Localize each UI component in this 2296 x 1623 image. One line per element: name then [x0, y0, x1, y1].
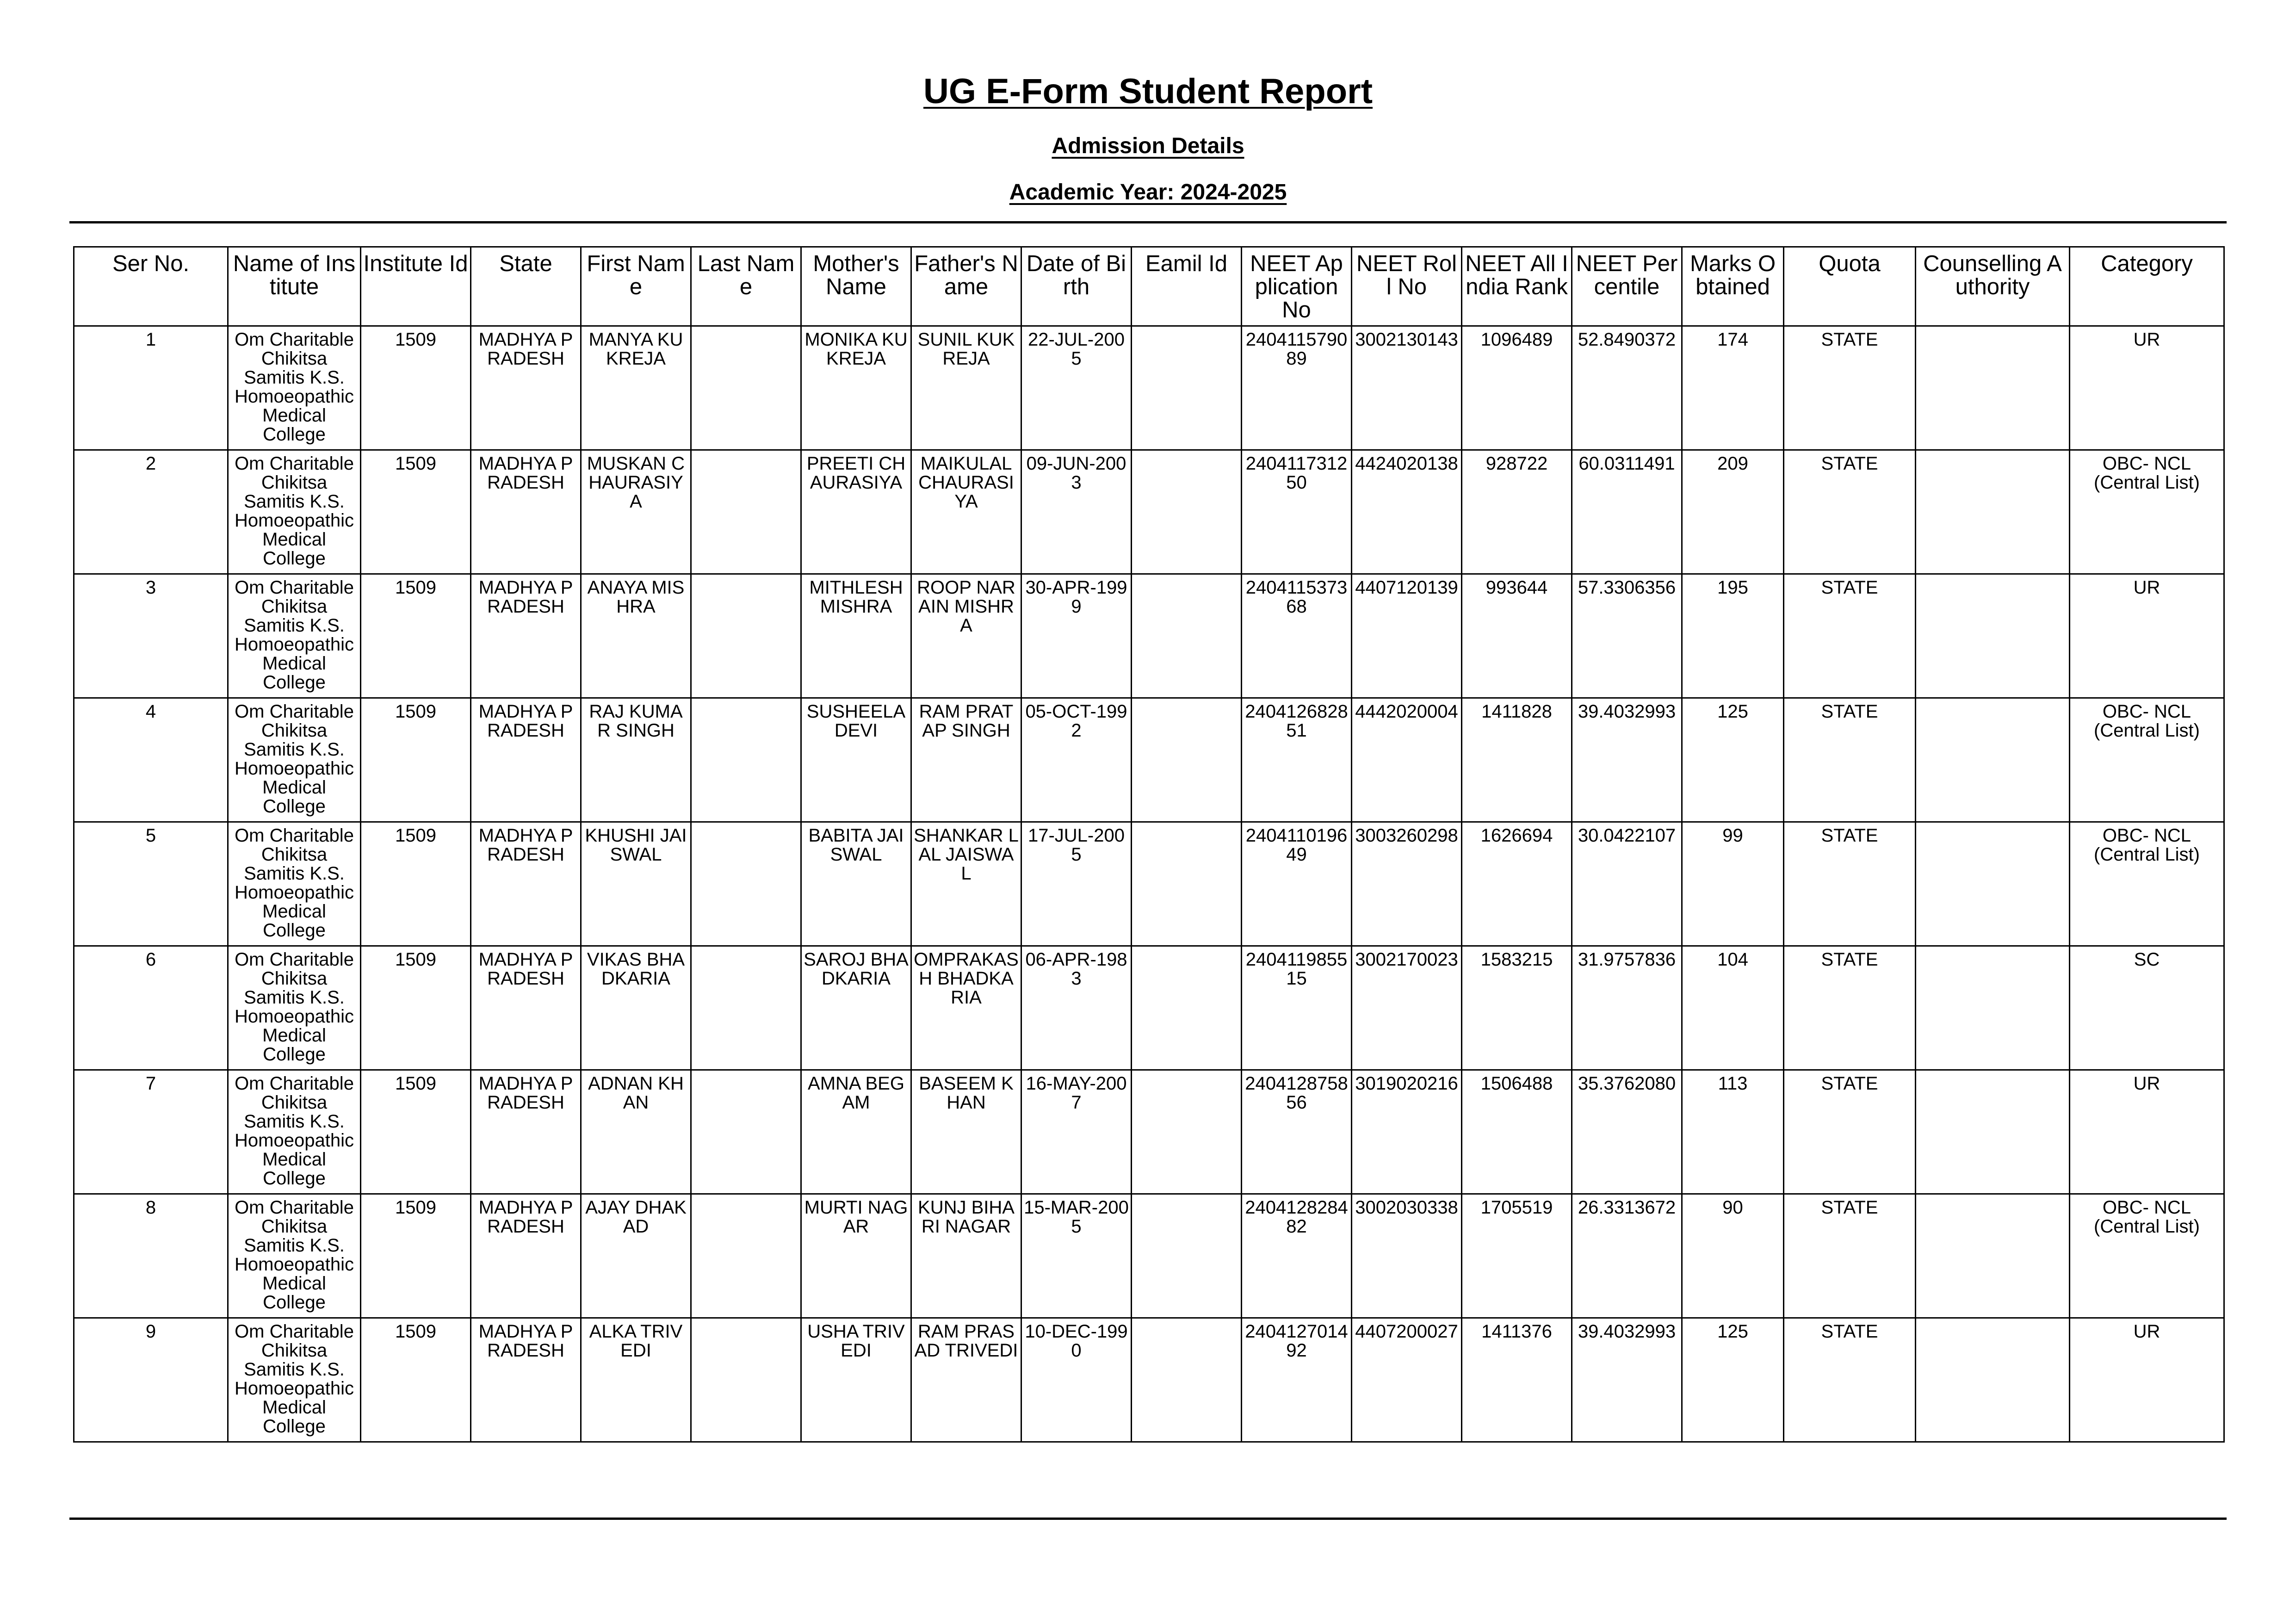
table-cell	[1916, 1318, 2070, 1442]
column-header: Name of Institute	[228, 247, 361, 326]
table-cell: 1509	[361, 574, 471, 698]
table-cell	[691, 574, 801, 698]
table-cell	[1916, 946, 2070, 1070]
table-cell: AMNA BEGAM	[801, 1070, 911, 1194]
table-cell: 4424020138	[1352, 450, 1462, 574]
table-cell: UR	[2070, 1318, 2224, 1442]
table-cell: BABITA JAISWAL	[801, 822, 911, 946]
table-cell: OMPRAKASH BHADKARIA	[911, 946, 1021, 1070]
column-header: Ser No.	[74, 247, 228, 326]
table-cell: 90	[1682, 1194, 1784, 1318]
table-cell: STATE	[1784, 450, 1916, 574]
column-header: NEET Application No	[1242, 247, 1352, 326]
table-cell: STATE	[1784, 946, 1916, 1070]
table-cell	[1132, 1070, 1242, 1194]
table-cell: RAM PRATAP SINGH	[911, 698, 1021, 822]
table-cell: 113	[1682, 1070, 1784, 1194]
table-cell: Om Charitable Chikitsa Samitis K.S. Homoeopathic Medical College	[228, 450, 361, 574]
table-cell: 1705519	[1462, 1194, 1572, 1318]
table-row	[74, 326, 2224, 450]
table-cell: STATE	[1784, 326, 1916, 450]
table-cell: 240411537368	[1242, 574, 1352, 698]
column-header: State	[471, 247, 581, 326]
column-header: Father's Name	[911, 247, 1021, 326]
table-row	[74, 1070, 2224, 1194]
table-cell: Om Charitable Chikitsa Samitis K.S. Homoeopathic Medical College	[228, 822, 361, 946]
table-cell	[1916, 574, 2070, 698]
table-cell: 60.0311491	[1572, 450, 1682, 574]
table-cell	[691, 450, 801, 574]
table-cell: OBC- NCL (Central List)	[2070, 698, 2224, 822]
table-cell: 39.4032993	[1572, 1318, 1682, 1442]
table-cell: MADHYA PRADESH	[471, 822, 581, 946]
table-cell: 3003260298	[1352, 822, 1462, 946]
table-cell: STATE	[1784, 1318, 1916, 1442]
table-cell: 26.3313672	[1572, 1194, 1682, 1318]
table-cell: MADHYA PRADESH	[471, 698, 581, 822]
table-cell: 6	[74, 946, 228, 1070]
table-cell: ANAYA MISHRA	[581, 574, 691, 698]
table-cell: 1509	[361, 946, 471, 1070]
table-cell	[691, 326, 801, 450]
table-cell: 4407120139	[1352, 574, 1462, 698]
column-header: Quota	[1784, 247, 1916, 326]
table-cell: 4	[74, 698, 228, 822]
table-cell: 3019020216	[1352, 1070, 1462, 1194]
table-cell: OBC- NCL (Central List)	[2070, 1194, 2224, 1318]
table-cell: 195	[1682, 574, 1784, 698]
table-row	[74, 1318, 2224, 1442]
column-header: Date of Birth	[1021, 247, 1132, 326]
academic-year: Academic Year: 2024-2025	[1009, 180, 1287, 204]
table-cell	[691, 822, 801, 946]
table-cell	[1916, 1070, 2070, 1194]
table-cell: 1509	[361, 822, 471, 946]
table-cell: UR	[2070, 574, 2224, 698]
table-cell	[1132, 1194, 1242, 1318]
table-cell: 99	[1682, 822, 1784, 946]
table-cell: 240412682851	[1242, 698, 1352, 822]
table-cell: 1509	[361, 1070, 471, 1194]
table-cell: AJAY DHAKAD	[581, 1194, 691, 1318]
table-cell: 4407200027	[1352, 1318, 1462, 1442]
table-cell: 3	[74, 574, 228, 698]
table-cell	[1132, 326, 1242, 450]
table-cell: 240412828482	[1242, 1194, 1352, 1318]
table-cell: 05-OCT-1992	[1021, 698, 1132, 822]
table-cell: 39.4032993	[1572, 698, 1682, 822]
table-cell	[1916, 1194, 2070, 1318]
table-cell: 1	[74, 326, 228, 450]
table-cell: 3002130143	[1352, 326, 1462, 450]
table-cell: 8	[74, 1194, 228, 1318]
table-cell: 928722	[1462, 450, 1572, 574]
column-header: Institute Id	[361, 247, 471, 326]
table-cell: KHUSHI JAISWAL	[581, 822, 691, 946]
table-cell: 240411579089	[1242, 326, 1352, 450]
table-cell	[1132, 1318, 1242, 1442]
table-cell: STATE	[1784, 1194, 1916, 1318]
table-cell: MITHLESH MISHRA	[801, 574, 911, 698]
table-cell: 1411828	[1462, 698, 1572, 822]
table-cell: 993644	[1462, 574, 1572, 698]
table-cell: SUSHEELA DEVI	[801, 698, 911, 822]
table-cell: 17-JUL-2005	[1021, 822, 1132, 946]
column-header: NEET Percentile	[1572, 247, 1682, 326]
table-cell: SUNIL KUKREJA	[911, 326, 1021, 450]
table-cell: MADHYA PRADESH	[471, 1318, 581, 1442]
table-cell: 31.9757836	[1572, 946, 1682, 1070]
table-cell: Om Charitable Chikitsa Samitis K.S. Homoeopathic Medical College	[228, 574, 361, 698]
table-cell: STATE	[1784, 1070, 1916, 1194]
table-cell: SHANKAR LAL JAISWAL	[911, 822, 1021, 946]
table-cell	[1132, 822, 1242, 946]
table-cell: MONIKA KUKREJA	[801, 326, 911, 450]
table-cell: MUSKAN CHAURASIYA	[581, 450, 691, 574]
table-cell: UR	[2070, 1070, 2224, 1194]
table-cell: BASEEM KHAN	[911, 1070, 1021, 1194]
table-cell: 1506488	[1462, 1070, 1572, 1194]
table-cell: 240411019649	[1242, 822, 1352, 946]
column-header: Category	[2070, 247, 2224, 326]
table-cell: 1509	[361, 698, 471, 822]
table-cell: 1509	[361, 1318, 471, 1442]
table-cell: KUNJ BIHARI NAGAR	[911, 1194, 1021, 1318]
table-cell: 06-APR-1983	[1021, 946, 1132, 1070]
table-cell: 30.0422107	[1572, 822, 1682, 946]
table-cell	[1132, 698, 1242, 822]
column-header: Last Name	[691, 247, 801, 326]
top-divider	[69, 221, 2227, 223]
table-cell	[1132, 946, 1242, 1070]
table-cell: MANYA KUKREJA	[581, 326, 691, 450]
column-header: Counselling Authority	[1916, 247, 2070, 326]
table-cell	[691, 1318, 801, 1442]
table-cell: MADHYA PRADESH	[471, 946, 581, 1070]
table-cell: SAROJ BHADKARIA	[801, 946, 911, 1070]
table-cell: MADHYA PRADESH	[471, 450, 581, 574]
table-cell: 1509	[361, 1194, 471, 1318]
table-cell: ADNAN KHAN	[581, 1070, 691, 1194]
table-cell: 10-DEC-1990	[1021, 1318, 1132, 1442]
table-cell: 4442020004	[1352, 698, 1462, 822]
column-header: Marks Obtained	[1682, 247, 1784, 326]
table-cell: 209	[1682, 450, 1784, 574]
table-cell: OBC- NCL (Central List)	[2070, 450, 2224, 574]
table-cell: STATE	[1784, 574, 1916, 698]
student-report-table	[73, 246, 2225, 1443]
table-header-row	[74, 247, 2224, 326]
table-cell: RAM PRASAD TRIVEDI	[911, 1318, 1021, 1442]
table-cell: OBC- NCL (Central List)	[2070, 822, 2224, 946]
report-title: UG E-Form Student Report	[923, 72, 1373, 111]
table-cell: 9	[74, 1318, 228, 1442]
table-cell: Om Charitable Chikitsa Samitis K.S. Homoeopathic Medical College	[228, 946, 361, 1070]
table-cell: 3002030338	[1352, 1194, 1462, 1318]
bottom-divider	[69, 1518, 2227, 1520]
table-cell	[691, 1070, 801, 1194]
table-cell: 125	[1682, 698, 1784, 822]
table-row	[74, 822, 2224, 946]
table-cell: RAJ KUMAR SINGH	[581, 698, 691, 822]
table-cell: 1583215	[1462, 946, 1572, 1070]
table-cell: MURTI NAGAR	[801, 1194, 911, 1318]
table-cell: UR	[2070, 326, 2224, 450]
table-row	[74, 698, 2224, 822]
column-header: First Name	[581, 247, 691, 326]
table-cell: STATE	[1784, 698, 1916, 822]
table-cell	[1132, 574, 1242, 698]
table-cell: 1509	[361, 450, 471, 574]
column-header: Mother's Name	[801, 247, 911, 326]
table-cell	[691, 946, 801, 1070]
table-cell: MADHYA PRADESH	[471, 574, 581, 698]
column-header: NEET Roll No	[1352, 247, 1462, 326]
table-cell	[691, 1194, 801, 1318]
table-cell	[1916, 450, 2070, 574]
table-cell: MAIKULAL CHAURASIYA	[911, 450, 1021, 574]
table-row	[74, 450, 2224, 574]
table-cell: 09-JUN-2003	[1021, 450, 1132, 574]
table-cell: MADHYA PRADESH	[471, 326, 581, 450]
table-cell	[691, 698, 801, 822]
table-cell: 104	[1682, 946, 1784, 1070]
table-cell: Om Charitable Chikitsa Samitis K.S. Homoeopathic Medical College	[228, 1318, 361, 1442]
table-cell: Om Charitable Chikitsa Samitis K.S. Homoeopathic Medical College	[228, 326, 361, 450]
table-cell: ROOP NARAIN MISHRA	[911, 574, 1021, 698]
table-cell: 16-MAY-2007	[1021, 1070, 1132, 1194]
column-header: Eamil Id	[1132, 247, 1242, 326]
column-header: NEET All India Rank	[1462, 247, 1572, 326]
table-cell	[1916, 822, 2070, 946]
table-cell: 7	[74, 1070, 228, 1194]
table-row	[74, 574, 2224, 698]
table-cell: 1626694	[1462, 822, 1572, 946]
table-cell: 15-MAR-2005	[1021, 1194, 1132, 1318]
table-cell: 30-APR-1999	[1021, 574, 1132, 698]
table-cell: Om Charitable Chikitsa Samitis K.S. Homoeopathic Medical College	[228, 698, 361, 822]
table-cell: USHA TRIVEDI	[801, 1318, 911, 1442]
table-cell: MADHYA PRADESH	[471, 1194, 581, 1318]
table-cell: 3002170023	[1352, 946, 1462, 1070]
table-cell: Om Charitable Chikitsa Samitis K.S. Homoeopathic Medical College	[228, 1070, 361, 1194]
table-cell: VIKAS BHADKARIA	[581, 946, 691, 1070]
table-cell: 240412701492	[1242, 1318, 1352, 1442]
table-cell: Om Charitable Chikitsa Samitis K.S. Homoeopathic Medical College	[228, 1194, 361, 1318]
table-cell	[1132, 450, 1242, 574]
table-row	[74, 1194, 2224, 1318]
table-row	[74, 946, 2224, 1070]
table-cell: MADHYA PRADESH	[471, 1070, 581, 1194]
table-cell: 240411731250	[1242, 450, 1352, 574]
table-cell: 240412875856	[1242, 1070, 1352, 1194]
report-subtitle: Admission Details	[1052, 134, 1244, 158]
table-cell: 52.8490372	[1572, 326, 1682, 450]
table-cell: 240411985515	[1242, 946, 1352, 1070]
table-cell	[1916, 698, 2070, 822]
table-cell: ALKA TRIVEDI	[581, 1318, 691, 1442]
table-cell: 1509	[361, 326, 471, 450]
table-cell: 35.3762080	[1572, 1070, 1682, 1194]
table-cell: SC	[2070, 946, 2224, 1070]
table-cell: 5	[74, 822, 228, 946]
table-cell	[1916, 326, 2070, 450]
table-cell: 1411376	[1462, 1318, 1572, 1442]
table-cell: 174	[1682, 326, 1784, 450]
table-cell: STATE	[1784, 822, 1916, 946]
table-cell: 22-JUL-2005	[1021, 326, 1132, 450]
table-cell: PREETI CHAURASIYA	[801, 450, 911, 574]
table-cell: 125	[1682, 1318, 1784, 1442]
table-cell: 2	[74, 450, 228, 574]
table-cell: 57.3306356	[1572, 574, 1682, 698]
table-cell: 1096489	[1462, 326, 1572, 450]
